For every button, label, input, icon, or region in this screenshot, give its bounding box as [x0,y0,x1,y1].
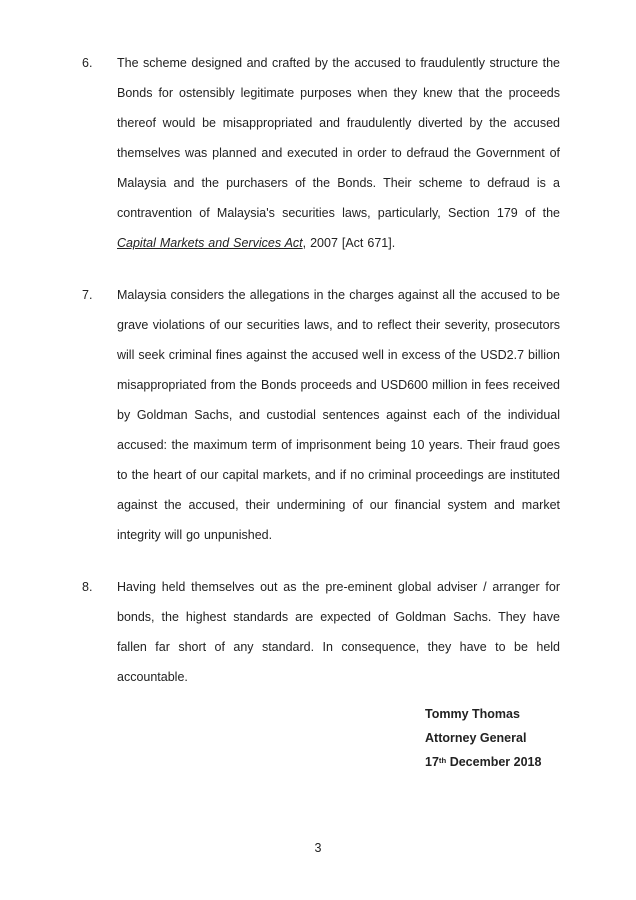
signature-date-ordinal: th [438,756,447,766]
paragraph-6-text-before-citation: The scheme designed and crafted by the accused to fraudulently structure the Bonds for ostensibly legitimate purposes when they knew that the proceeds thereof would be misappropriated and fraudulently diverted by the accused themselves was planned and executed in order to defraud the Government of Malaysia and the purchasers of the Bonds. Their scheme to defraud is a contravention of Malaysia's securities laws, particularly, Section 179 of the [117,56,560,220]
paragraph-7-text: Malaysia considers the allegations in the charges against all the accused to be grave violations of our securities laws, and to reflect their severity, prosecutors will seek criminal fines against the accused well in excess of the USD2.7 billion misappropriated from the Bonds proceeds and USD600 million in fees received by Goldman Sachs, and custodial sentences against each of the individual accused: the maximum term of imprisonment being 10 years. Their fraud goes to the heart of our capital markets, and if no criminal proceedings are instituted against the accused, their undermining of our financial system and market integrity will go unpunished. [117,288,560,542]
paragraph-6 [82,48,560,258]
signatory-title: Attorney General [425,731,527,745]
paragraph-6-text-after-citation: , 2007 [Act 671]. [302,236,396,250]
signature-date [425,750,541,776]
signature-block [425,702,541,776]
paragraph-6-number: 6. [82,56,93,70]
paragraph-8-text: Having held themselves out as the pre-eminent global adviser / arranger for bonds, the highest standards are expected of Goldman Sachs. They have fallen far short of any standard. In consequence, they have to be held accountable. [117,580,560,684]
paragraph-7-number: 7. [82,288,93,302]
signature-date-day: 17 [425,755,439,769]
paragraph-8 [82,572,560,692]
statute-citation: Capital Markets and Services Act [117,236,303,250]
paragraph-8-number: 8. [82,580,93,594]
signature-date-rest: December 2018 [446,755,542,769]
page-number: 3 [314,841,322,855]
paragraph-7 [82,280,560,550]
signatory-name: Tommy Thomas [425,707,520,721]
paragraph-6-text [117,48,560,258]
